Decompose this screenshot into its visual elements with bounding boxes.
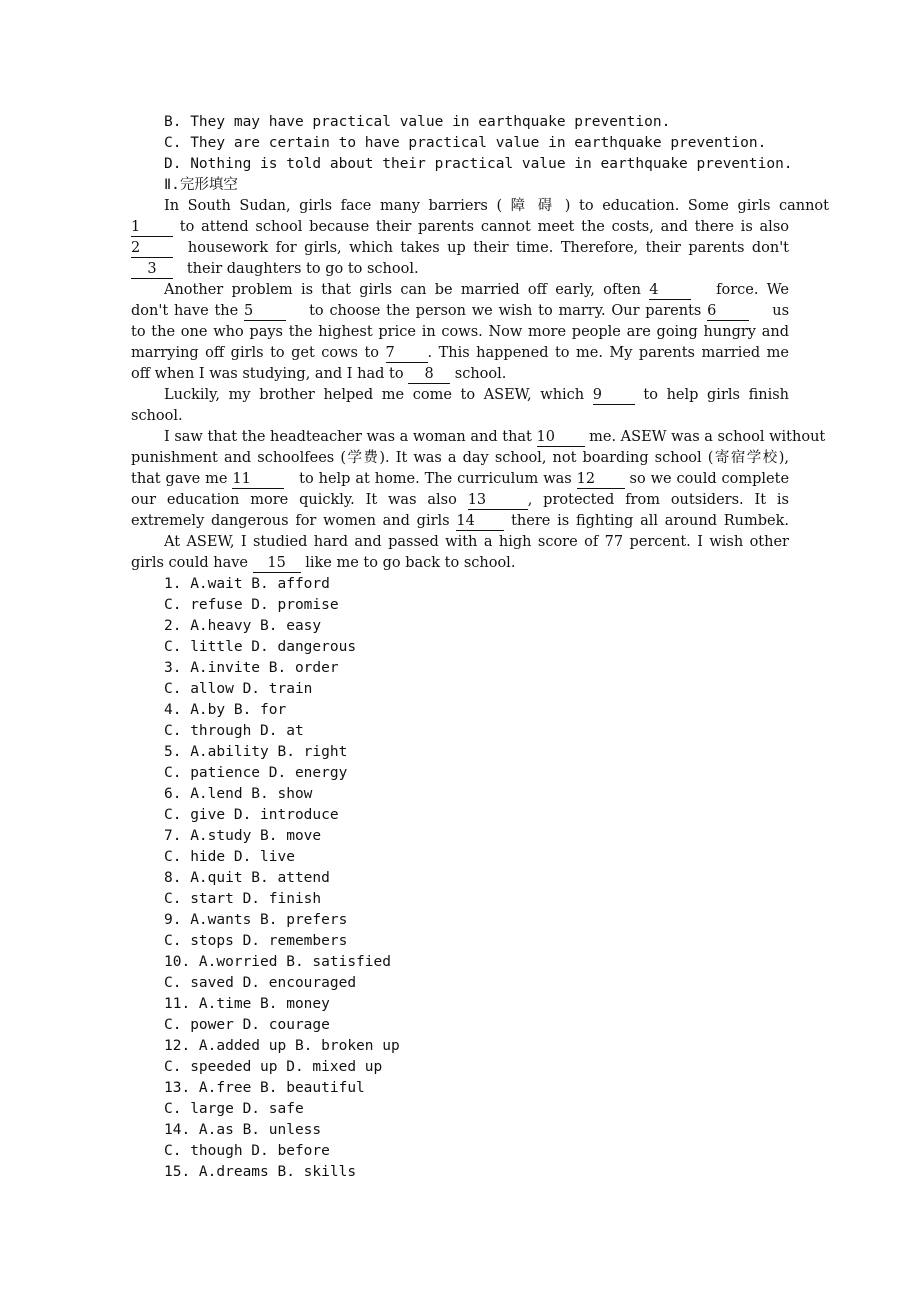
- blank-10[interactable]: 10: [537, 429, 585, 447]
- passage-line: punishment and schoolfees (学费). It was a day school, not boarding school (寄宿学校),: [131, 450, 789, 466]
- blank-6[interactable]: 6: [707, 303, 749, 321]
- passage-line: [131, 238, 789, 259]
- blank-5[interactable]: 5: [244, 303, 286, 321]
- passage-text: Another problem is that girls can be married off early, often: [164, 282, 641, 298]
- passage-text: like me to go back to school.: [305, 555, 516, 571]
- answer-option-line[interactable]: C. little D. dangerous: [164, 639, 357, 655]
- passage-text: to choose the person we wish to marry. Our parents: [309, 303, 702, 319]
- answer-option-line[interactable]: 6. A.lend B. show: [164, 786, 313, 802]
- passage-text: me. ASEW was a school without: [589, 429, 826, 445]
- passage-line: [164, 280, 789, 301]
- answer-option-line[interactable]: 7. A.study B. move: [164, 828, 322, 844]
- prev-option-b: B. They may have practical value in earthquake prevention.: [164, 114, 671, 130]
- passage-line: [131, 553, 515, 574]
- answer-option-line[interactable]: C. stops D. remembers: [164, 933, 348, 949]
- passage-text: Luckily, my brother helped me come to ASEW, which: [164, 387, 585, 403]
- passage-text: girls could have: [131, 555, 249, 571]
- passage-line: to the one who pays the highest price in cows. Now more people are going hungry and: [131, 324, 789, 340]
- answer-option-line[interactable]: C. large D. safe: [164, 1101, 304, 1117]
- blank-8[interactable]: 8: [408, 366, 450, 384]
- answer-option-line[interactable]: 11. A.time B. money: [164, 996, 330, 1012]
- blank-9[interactable]: 9: [593, 387, 635, 405]
- passage-line: [131, 343, 789, 364]
- passage-line: [131, 217, 789, 238]
- prev-option-c: C. They are certain to have practical value in earthquake prevention.: [164, 135, 767, 151]
- answer-option-line[interactable]: 10. A.worried B. satisfied: [164, 954, 391, 970]
- section-heading: Ⅱ.完形填空: [164, 177, 238, 193]
- answer-option-line[interactable]: 12. A.added up B. broken up: [164, 1038, 400, 1054]
- answer-option-line[interactable]: 2. A.heavy B. easy: [164, 618, 322, 634]
- answer-option-line[interactable]: C. hide D. live: [164, 849, 295, 865]
- passage-text: to help at home. The curriculum was: [299, 471, 572, 487]
- passage-text: marrying off girls to get cows to: [131, 345, 380, 361]
- passage-text: force. We: [716, 282, 790, 298]
- passage-text: extremely dangerous for women and girls: [131, 513, 450, 529]
- answer-option-line[interactable]: 5. A.ability B. right: [164, 744, 348, 760]
- passage-text: don't have the: [131, 303, 239, 319]
- answer-option-line[interactable]: C. refuse D. promise: [164, 597, 339, 613]
- blank-13[interactable]: 13: [468, 492, 528, 510]
- blank-12[interactable]: 12: [577, 471, 625, 489]
- prev-option-d: D. Nothing is told about their practical value in earthquake prevention.: [164, 156, 793, 172]
- passage-text: to attend school because their parents cannot meet the costs, and there is also: [179, 219, 789, 235]
- answer-option-line[interactable]: 3. A.invite B. order: [164, 660, 339, 676]
- blank-14[interactable]: 14: [456, 513, 504, 531]
- answer-option-line[interactable]: C. patience D. energy: [164, 765, 348, 781]
- answer-option-line[interactable]: C. saved D. encouraged: [164, 975, 357, 991]
- passage-line: [131, 364, 506, 385]
- blank-11[interactable]: 11: [232, 471, 284, 489]
- passage-line: school.: [131, 408, 183, 424]
- passage-text: so we could complete: [629, 471, 790, 487]
- answer-option-line[interactable]: 4. A.by B. for: [164, 702, 287, 718]
- passage-text: . This happened to me. My parents married me: [427, 345, 790, 361]
- passage-text: to help girls finish: [643, 387, 790, 403]
- blank-4[interactable]: 4: [649, 282, 691, 300]
- answer-option-line[interactable]: 15. A.dreams B. skills: [164, 1164, 357, 1180]
- passage-line: [131, 469, 789, 490]
- passage-text: us: [772, 303, 790, 319]
- passage-text: , protected from outsiders. It is: [527, 492, 789, 508]
- answer-option-line[interactable]: C. though D. before: [164, 1143, 330, 1159]
- answer-option-line[interactable]: C. give D. introduce: [164, 807, 339, 823]
- passage-text: off when I was studying, and I had to: [131, 366, 404, 382]
- answer-option-line[interactable]: 13. A.free B. beautiful: [164, 1080, 365, 1096]
- blank-15[interactable]: 15: [253, 555, 301, 573]
- answer-option-line[interactable]: 9. A.wants B. prefers: [164, 912, 348, 928]
- passage-text: there is fighting all around Rumbek.: [511, 513, 790, 529]
- passage-line: At ASEW, I studied hard and passed with a high score of 77 percent. I wish other: [164, 534, 789, 550]
- passage-line: [131, 511, 789, 532]
- passage-line: [164, 427, 826, 448]
- answer-option-line[interactable]: C. allow D. train: [164, 681, 313, 697]
- answer-option-line[interactable]: C. power D. courage: [164, 1017, 330, 1033]
- passage-line: [131, 259, 419, 280]
- passage-text: our education more quickly. It was also: [131, 492, 457, 508]
- passage-text: their daughters to go to school.: [186, 261, 419, 277]
- answer-option-line[interactable]: 1. A.wait B. afford: [164, 576, 330, 592]
- blank-7[interactable]: 7: [386, 345, 428, 363]
- blank-3[interactable]: 3: [131, 261, 173, 279]
- passage-text: housework for girls, which takes up their time. Therefore, their parents don't: [187, 240, 790, 256]
- passage-line: [164, 385, 789, 406]
- passage-line: In South Sudan, girls face many barriers ( 障 碍 ) to education. Some girls cannot: [164, 198, 829, 214]
- passage-text: I saw that the headteacher was a woman and that: [164, 429, 532, 445]
- answer-option-line[interactable]: C. speeded up D. mixed up: [164, 1059, 383, 1075]
- answer-option-line[interactable]: 14. A.as B. unless: [164, 1122, 322, 1138]
- answer-option-line[interactable]: C. start D. finish: [164, 891, 322, 907]
- passage-line: [131, 490, 789, 511]
- passage-text: that gave me: [131, 471, 228, 487]
- blank-1[interactable]: 1: [131, 219, 173, 237]
- passage-line: [131, 301, 789, 322]
- answer-option-line[interactable]: 8. A.quit B. attend: [164, 870, 330, 886]
- blank-2[interactable]: 2: [131, 240, 173, 258]
- answer-option-line[interactable]: C. through D. at: [164, 723, 304, 739]
- passage-text: school.: [454, 366, 507, 382]
